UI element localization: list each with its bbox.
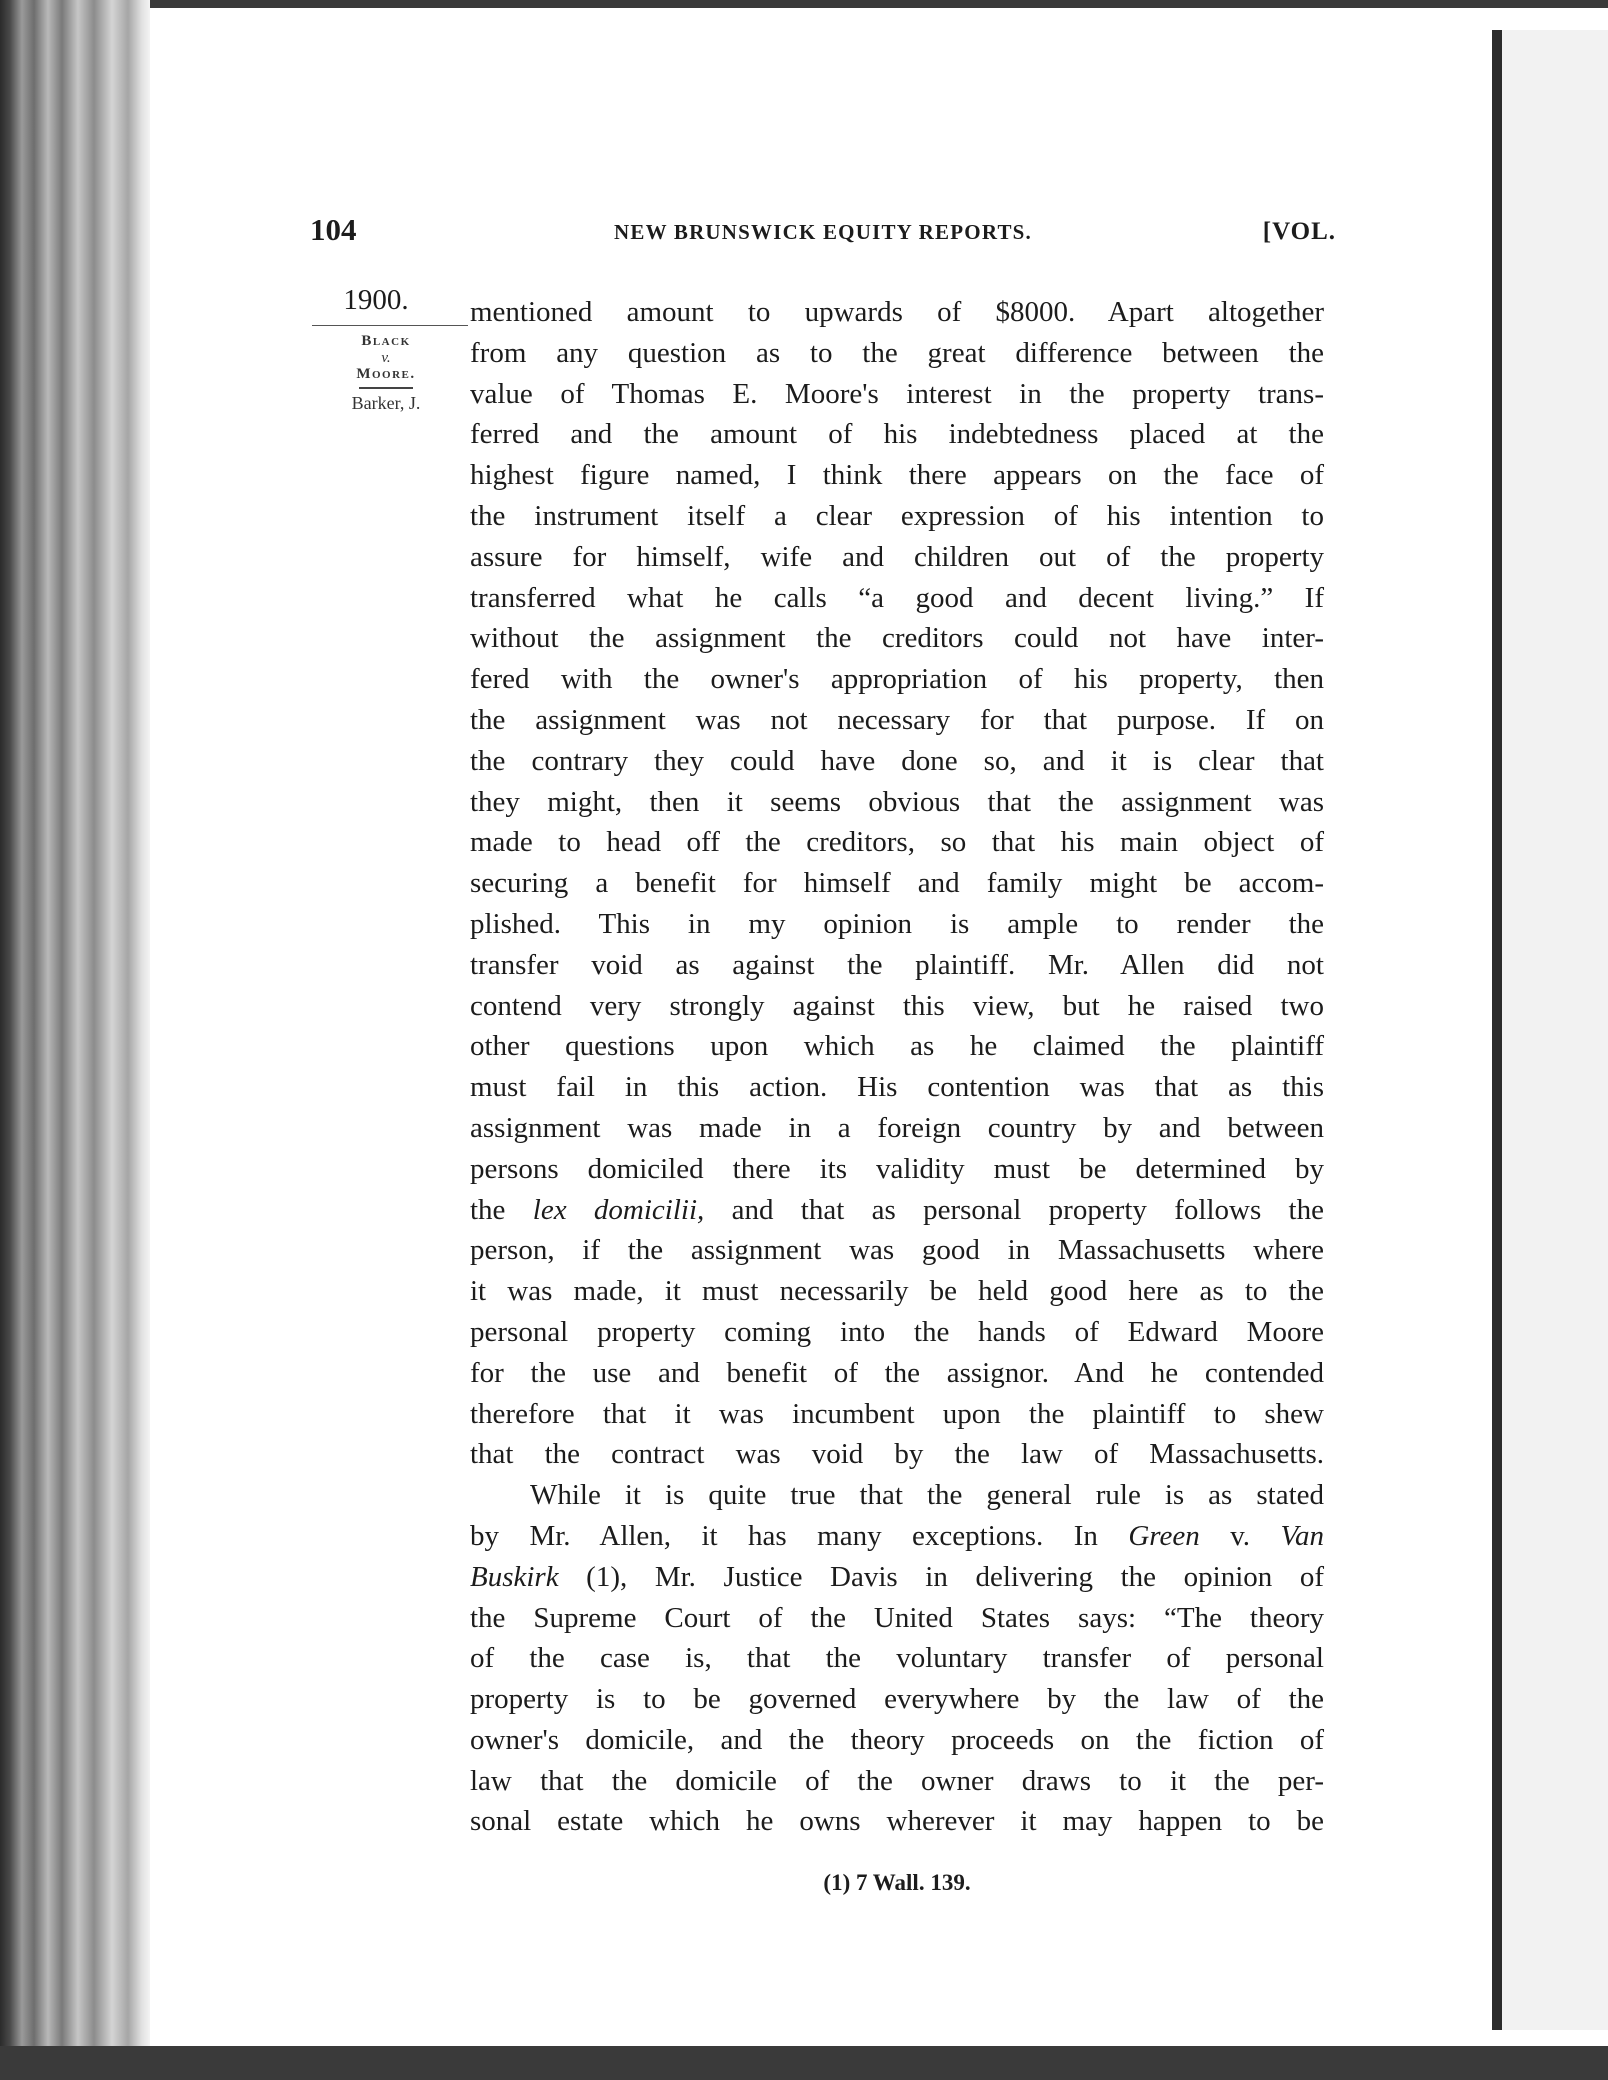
body-line: mentioned amount to upwards of $8000. Apart altogether xyxy=(470,296,1324,328)
body-line: without the assignment the creditors could not have inter- xyxy=(470,622,1324,655)
margin-year: 1900. xyxy=(343,284,409,316)
body-line: ferred and the amount of his indebtedness placed at the xyxy=(470,418,1324,451)
body-line: the contrary they could have done so, and it is clear that xyxy=(470,744,1324,777)
running-title: NEW BRUNSWICK EQUITY REPORTS. xyxy=(614,220,1032,244)
body-line: for the use and benefit of the assignor. And he contended xyxy=(470,1356,1324,1389)
body-line: owner's domicile, and the theory proceeds on the fiction of xyxy=(470,1723,1324,1756)
body-line: person, if the assignment was good in Massachusetts where xyxy=(470,1234,1324,1267)
body-line: transfer void as against the plaintiff. Mr. Allen did not xyxy=(470,948,1324,981)
body-line: from any question as to the great difference between the xyxy=(470,336,1324,369)
text-run: v. xyxy=(1199,1519,1281,1552)
text-run: (1), Mr. Justice Davis in delivering the opinion of xyxy=(558,1560,1324,1593)
margin-divider xyxy=(312,325,468,326)
body-line: therefore that it was incumbent upon the plaintiff to shew xyxy=(470,1397,1324,1430)
italic-run: lex domicilii, xyxy=(532,1193,705,1226)
body-line: they might, then it seems obvious that the assignment was xyxy=(470,785,1324,818)
body-line: made to head off the creditors, so that his main object of xyxy=(470,826,1324,859)
body-line: law that the domicile of the owner draws to it the per- xyxy=(470,1764,1324,1797)
case-versus: v. xyxy=(381,350,391,366)
text-run: the xyxy=(470,1193,533,1226)
body-line: other questions upon which as he claimed the plaintiff xyxy=(470,1030,1324,1063)
body-line: that the contract was void by the law of Massachusetts. xyxy=(470,1438,1324,1471)
body-line: highest figure named, I think there appears on the face of xyxy=(470,459,1324,492)
page-number: 104 xyxy=(310,212,357,247)
body-line: value of Thomas E. Moore's interest in the property trans- xyxy=(470,377,1324,410)
body-line: transferred what he calls “a good and decent living.” If xyxy=(470,581,1324,614)
body-line: assure for himself, wife and children out of the property xyxy=(470,540,1324,573)
body-line: personal property coming into the hands of Edward Moore xyxy=(470,1315,1324,1348)
judge-name: Barker, J. xyxy=(351,393,421,413)
scan-top-edge xyxy=(0,0,1608,8)
text-run: by Mr. Allen, it has many exceptions. In xyxy=(470,1519,1129,1552)
text-run: and that as personal property follows the xyxy=(704,1193,1324,1226)
body-line: assignment was made in a foreign country by and between xyxy=(470,1111,1324,1144)
body-line: plished. This in my opinion is ample to render the xyxy=(470,907,1324,940)
body-line-italic xyxy=(470,1557,1324,1598)
body-line: of the case is, that the voluntary transfer of personal xyxy=(470,1642,1324,1675)
italic-run: Van xyxy=(1280,1519,1325,1552)
body-text xyxy=(470,292,1324,1842)
book-binding-right xyxy=(1492,30,1502,2030)
italic-run: Buskirk xyxy=(470,1560,559,1593)
italic-run: Green xyxy=(1128,1519,1200,1552)
body-line-paragraph-start: While it is quite true that the general rule is as stated xyxy=(530,1479,1324,1512)
body-line: securing a benefit for himself and family might be accom- xyxy=(470,867,1324,900)
case-party-two: Moore. xyxy=(356,366,416,382)
body-line: contend very strongly against this view, but he raised two xyxy=(470,989,1324,1022)
book-binding-left xyxy=(0,0,150,2080)
case-party-one: Black xyxy=(361,333,411,349)
body-line: the assignment was not necessary for that purpose. If on xyxy=(470,703,1324,736)
margin-note xyxy=(312,283,460,414)
body-line: must fail in this action. His contention was that as this xyxy=(470,1071,1324,1104)
footnote: (1) 7 Wall. 139. xyxy=(823,1870,971,1895)
scan-bottom-edge xyxy=(0,2046,1608,2080)
body-line: it was made, it must necessarily be held good here as to the xyxy=(470,1275,1324,1308)
body-line: persons domiciled there its validity must be determined by xyxy=(470,1152,1324,1185)
body-line: the Supreme Court of the United States says: “The theory xyxy=(470,1601,1324,1634)
body-line-italic xyxy=(470,1190,1324,1231)
facing-page-edge xyxy=(1502,30,1608,2030)
body-line: property is to be governed everywhere by the law of the xyxy=(470,1683,1324,1716)
volume-marker: [VOL. xyxy=(1262,218,1336,245)
case-divider xyxy=(359,387,413,389)
body-line: sonal estate which he owns wherever it may happen to be xyxy=(470,1805,1324,1838)
body-line: the instrument itself a clear expression of his intention to xyxy=(470,499,1324,532)
body-line-italic xyxy=(470,1516,1324,1557)
page-header xyxy=(310,212,1336,252)
body-line: fered with the owner's appropriation of his property, then xyxy=(470,663,1324,696)
